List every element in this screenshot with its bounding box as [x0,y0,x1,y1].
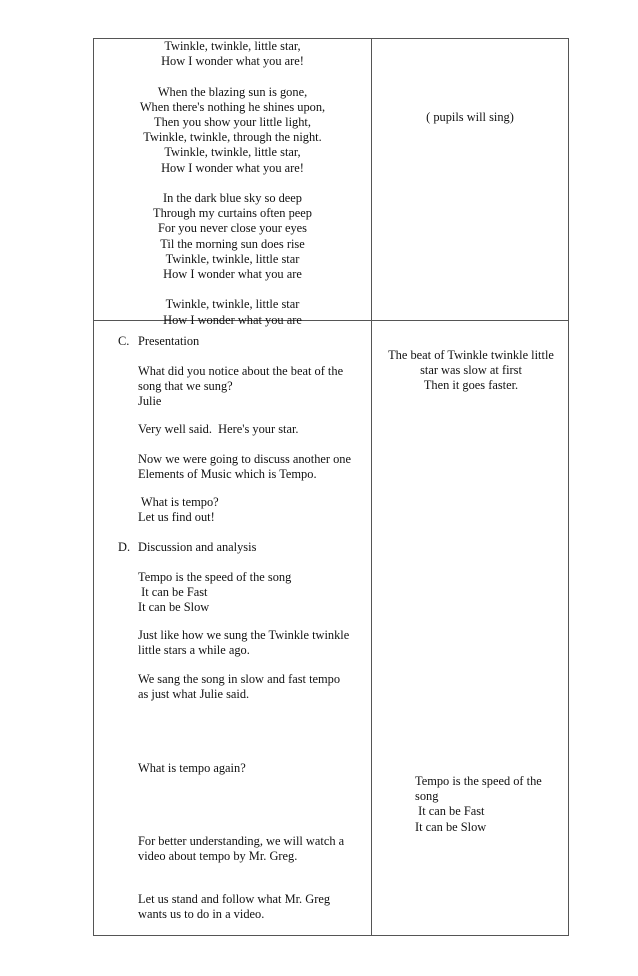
lyrics-stanza-3 [94,191,371,282]
lyric-line: Through my curtains often peep [153,206,312,221]
text-line: star was slow at first [420,363,522,378]
text-line: Now we were going to discuss another one [138,452,352,466]
text-line: It can be Fast [415,804,485,819]
discussion-video [138,834,344,864]
discussion-recall [138,672,340,702]
text-line: wants us to do in a video. [138,907,265,922]
lyric-line: When the blazing sun is gone, [157,84,308,99]
lyric-line: When there's nothing he shines upon, [139,99,326,114]
column-divider [371,39,372,935]
section-letter-c: C. [118,334,130,348]
discussion-question [138,761,246,776]
song-lyrics-cell [94,39,371,328]
lyrics-stanza-2 [94,85,371,176]
text-line: Just like how we sung the Twinkle twinkle [138,628,350,642]
text-line: What is tempo? [138,495,219,509]
lyrics-stanza-1 [94,39,371,69]
presentation-intro [138,452,351,482]
section-heading-discussion: Discussion and analysis [138,540,257,554]
lyric-line: How I wonder what you are! [161,160,304,175]
text-line: We sang the song in slow and fast tempo [138,672,341,686]
lyric-line: How I wonder what you are! [161,54,304,69]
text-line: For better understanding, we will watch a [138,834,345,848]
lyric-line: Twinkle, twinkle, little star [165,297,300,312]
section-letter-d: D. [118,540,131,554]
lyric-line: How I wonder what you are [163,267,302,282]
text-line: Tempo is the speed of the song [138,570,292,584]
lyric-line: For you never close your eyes [158,221,307,236]
lesson-table [93,38,569,936]
text-line: song that we sung? [138,379,233,394]
section-heading-presentation: Presentation [138,334,200,348]
text-line: song [415,789,439,804]
text-line: Julie [138,394,162,409]
song-response-cell [372,110,568,125]
lyric-line: Twinkle, twinkle, little star, [164,145,301,160]
lyric-line: Then you show your little light, [154,115,311,129]
text-line: as just what Julie said. [138,687,250,702]
lyric-line: In the dark blue sky so deep [162,191,302,205]
text-line: The beat of Twinkle twinkle little [388,348,554,362]
text-line: What did you notice about the beat of the [138,364,344,378]
presentation-response [372,348,570,394]
discussion-definition [138,570,291,616]
lyric-line: Twinkle, twinkle, little star [165,251,300,266]
lyric-line: How I wonder what you are [163,312,302,327]
discussion-follow [138,892,330,922]
text-line: Then it goes faster. [423,378,519,393]
text-line: What is tempo again? [138,761,246,775]
text-line: video about tempo by Mr. Greg. [138,849,298,864]
pupils-response: ( pupils will sing) [426,110,514,124]
presentation-question [138,364,343,410]
text-line: Let us find out! [138,510,215,525]
text-line: Elements of Music which is Tempo. [138,467,317,482]
lyric-line: Twinkle, twinkle, through the night. [143,130,322,145]
text-line: It can be Fast [138,585,208,600]
discussion-response [415,774,542,835]
text-line: It can be Slow [138,600,210,615]
text-line: little stars a while ago. [138,643,250,658]
lyrics-stanza-4 [94,297,371,327]
lyric-line: Twinkle, twinkle, little star, [164,39,301,53]
text-line: Very well said. Here's your star. [138,422,299,436]
text-line: Tempo is the speed of the [415,774,542,788]
lyric-line: Til the morning sun does rise [160,236,305,251]
text-line: Let us stand and follow what Mr. Greg [138,892,331,906]
presentation-ask [138,495,219,525]
text-line: It can be Slow [415,819,487,834]
discussion-example [138,628,349,658]
presentation-praise [138,422,299,437]
